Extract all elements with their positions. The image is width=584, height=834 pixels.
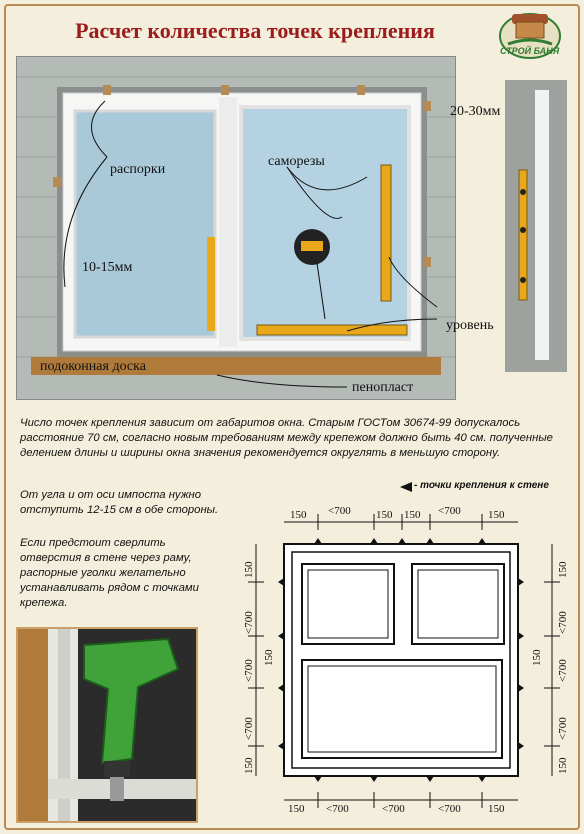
dim-bottom-5: 150 xyxy=(488,803,505,815)
dim-left-5: 150 xyxy=(243,757,255,774)
dim-top-4: 150 xyxy=(404,509,421,521)
label-foam: пенопласт xyxy=(352,380,414,395)
paragraph-fastening-count: Число точек крепления зависит от габаритов окна. Старым ГОСТом 30674-99 допускалось расстояние 70 см, согласно новым требованиям между крепежом должно быть 40 см. полученные делением длины и ширины окна значения рекомендуется округлять в меньшую сторону. xyxy=(20,417,553,459)
dim-bottom-1: 150 xyxy=(288,803,305,815)
dim-right-1: 150 xyxy=(557,561,569,578)
dim-right-2: <700 xyxy=(557,611,569,634)
fastening-diagram xyxy=(232,496,580,830)
dim-top-2: <700 xyxy=(328,505,351,517)
logo-text: СТРОЙ БАНЯ xyxy=(500,46,560,56)
dim-top-5: <700 xyxy=(438,505,461,517)
window-photo xyxy=(16,56,456,400)
label-spacers: распорки xyxy=(110,162,166,177)
dim-right-4: <700 xyxy=(557,717,569,740)
label-gap-side: 10-15мм xyxy=(82,260,133,275)
dim-left-impost: 150 xyxy=(263,649,275,666)
dim-top-6: 150 xyxy=(488,509,505,521)
dim-bottom-2: <700 xyxy=(326,803,349,815)
label-sill: подоконная доска xyxy=(40,359,146,374)
label-level: уровень xyxy=(446,318,494,333)
label-screws: саморезы xyxy=(268,154,325,169)
paragraph-drilling: Если предстоит сверлить отверстия в стене через раму, распорные уголки желательно устанавливать рядом с точками крепежа. xyxy=(20,537,199,609)
dim-left-1: 150 xyxy=(243,561,255,578)
dim-left-4: <700 xyxy=(243,717,255,740)
dim-right-5: 150 xyxy=(557,757,569,774)
dim-top-3: 150 xyxy=(376,509,393,521)
dim-left-3: <700 xyxy=(243,659,255,682)
legend-fastening-points: - точки крепления к стене xyxy=(414,480,549,491)
label-gap-top: 20-30мм xyxy=(450,104,501,119)
drill-photo xyxy=(16,627,198,823)
paragraph-offset: От угла и от оси импоста нужно отступить 12-15 см в обе стороны. xyxy=(20,489,219,516)
dim-top-1: 150 xyxy=(290,509,307,521)
dim-bottom-3: <700 xyxy=(382,803,405,815)
fastening-point-icon xyxy=(400,482,412,492)
dim-left-2: <700 xyxy=(243,611,255,634)
side-section-photo xyxy=(505,80,567,372)
page-title: Расчет количества точек крепления xyxy=(75,18,435,43)
dim-bottom-4: <700 xyxy=(438,803,461,815)
dim-right-impost: 150 xyxy=(531,649,543,666)
dim-right-3: <700 xyxy=(557,659,569,682)
